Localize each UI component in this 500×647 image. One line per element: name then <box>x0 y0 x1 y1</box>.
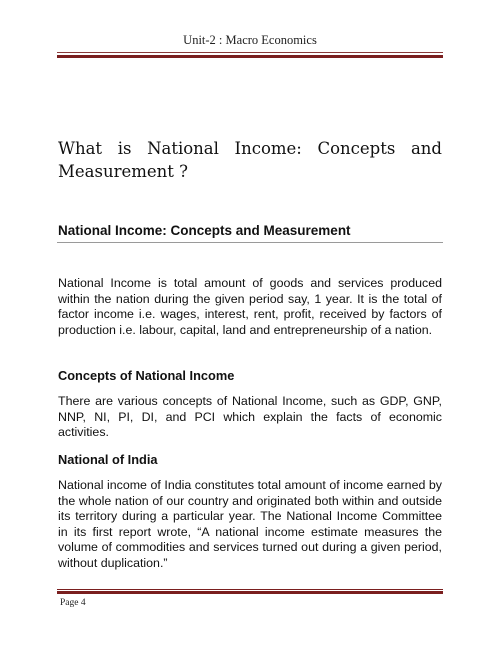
footer-rule-thin <box>57 589 443 590</box>
section-divider <box>57 242 443 243</box>
page-number: Page 4 <box>60 598 86 608</box>
header-rule-thin <box>57 52 443 53</box>
document-title: What is National Income: Concepts and Measurement ? <box>58 139 442 181</box>
header-title: Unit-2 : Macro Economics <box>183 33 317 47</box>
concepts-paragraph: There are various concepts of National Income, such as GDP, GNP, NNP, NI, PI, DI, and PCI which explain the facts of economic activities. <box>58 394 442 439</box>
section-heading: National Income: Concepts and Measurement <box>58 223 351 238</box>
concepts-heading: Concepts of National Income <box>58 368 235 383</box>
footer-rule-thick <box>57 591 443 594</box>
india-paragraph: National income of India constitutes total amount of income earned by the whole nation of our country and originated both within and outside its territory during a particular year. The National Income Committee in its first report wrote, “A national income estimate measures the volume of commodities and services turned out during a given period, without duplication.” <box>58 478 442 570</box>
intro-paragraph: National Income is total amount of goods and services produced within the nation during the given period say, 1 year. It is the total of factor income i.e. wages, interest, rent, profit, received by factors of production i.e. labour, capital, land and entrepreneurship of a nation. <box>58 276 442 337</box>
india-heading: National of India <box>58 452 158 467</box>
header-rule-thick <box>57 55 443 58</box>
